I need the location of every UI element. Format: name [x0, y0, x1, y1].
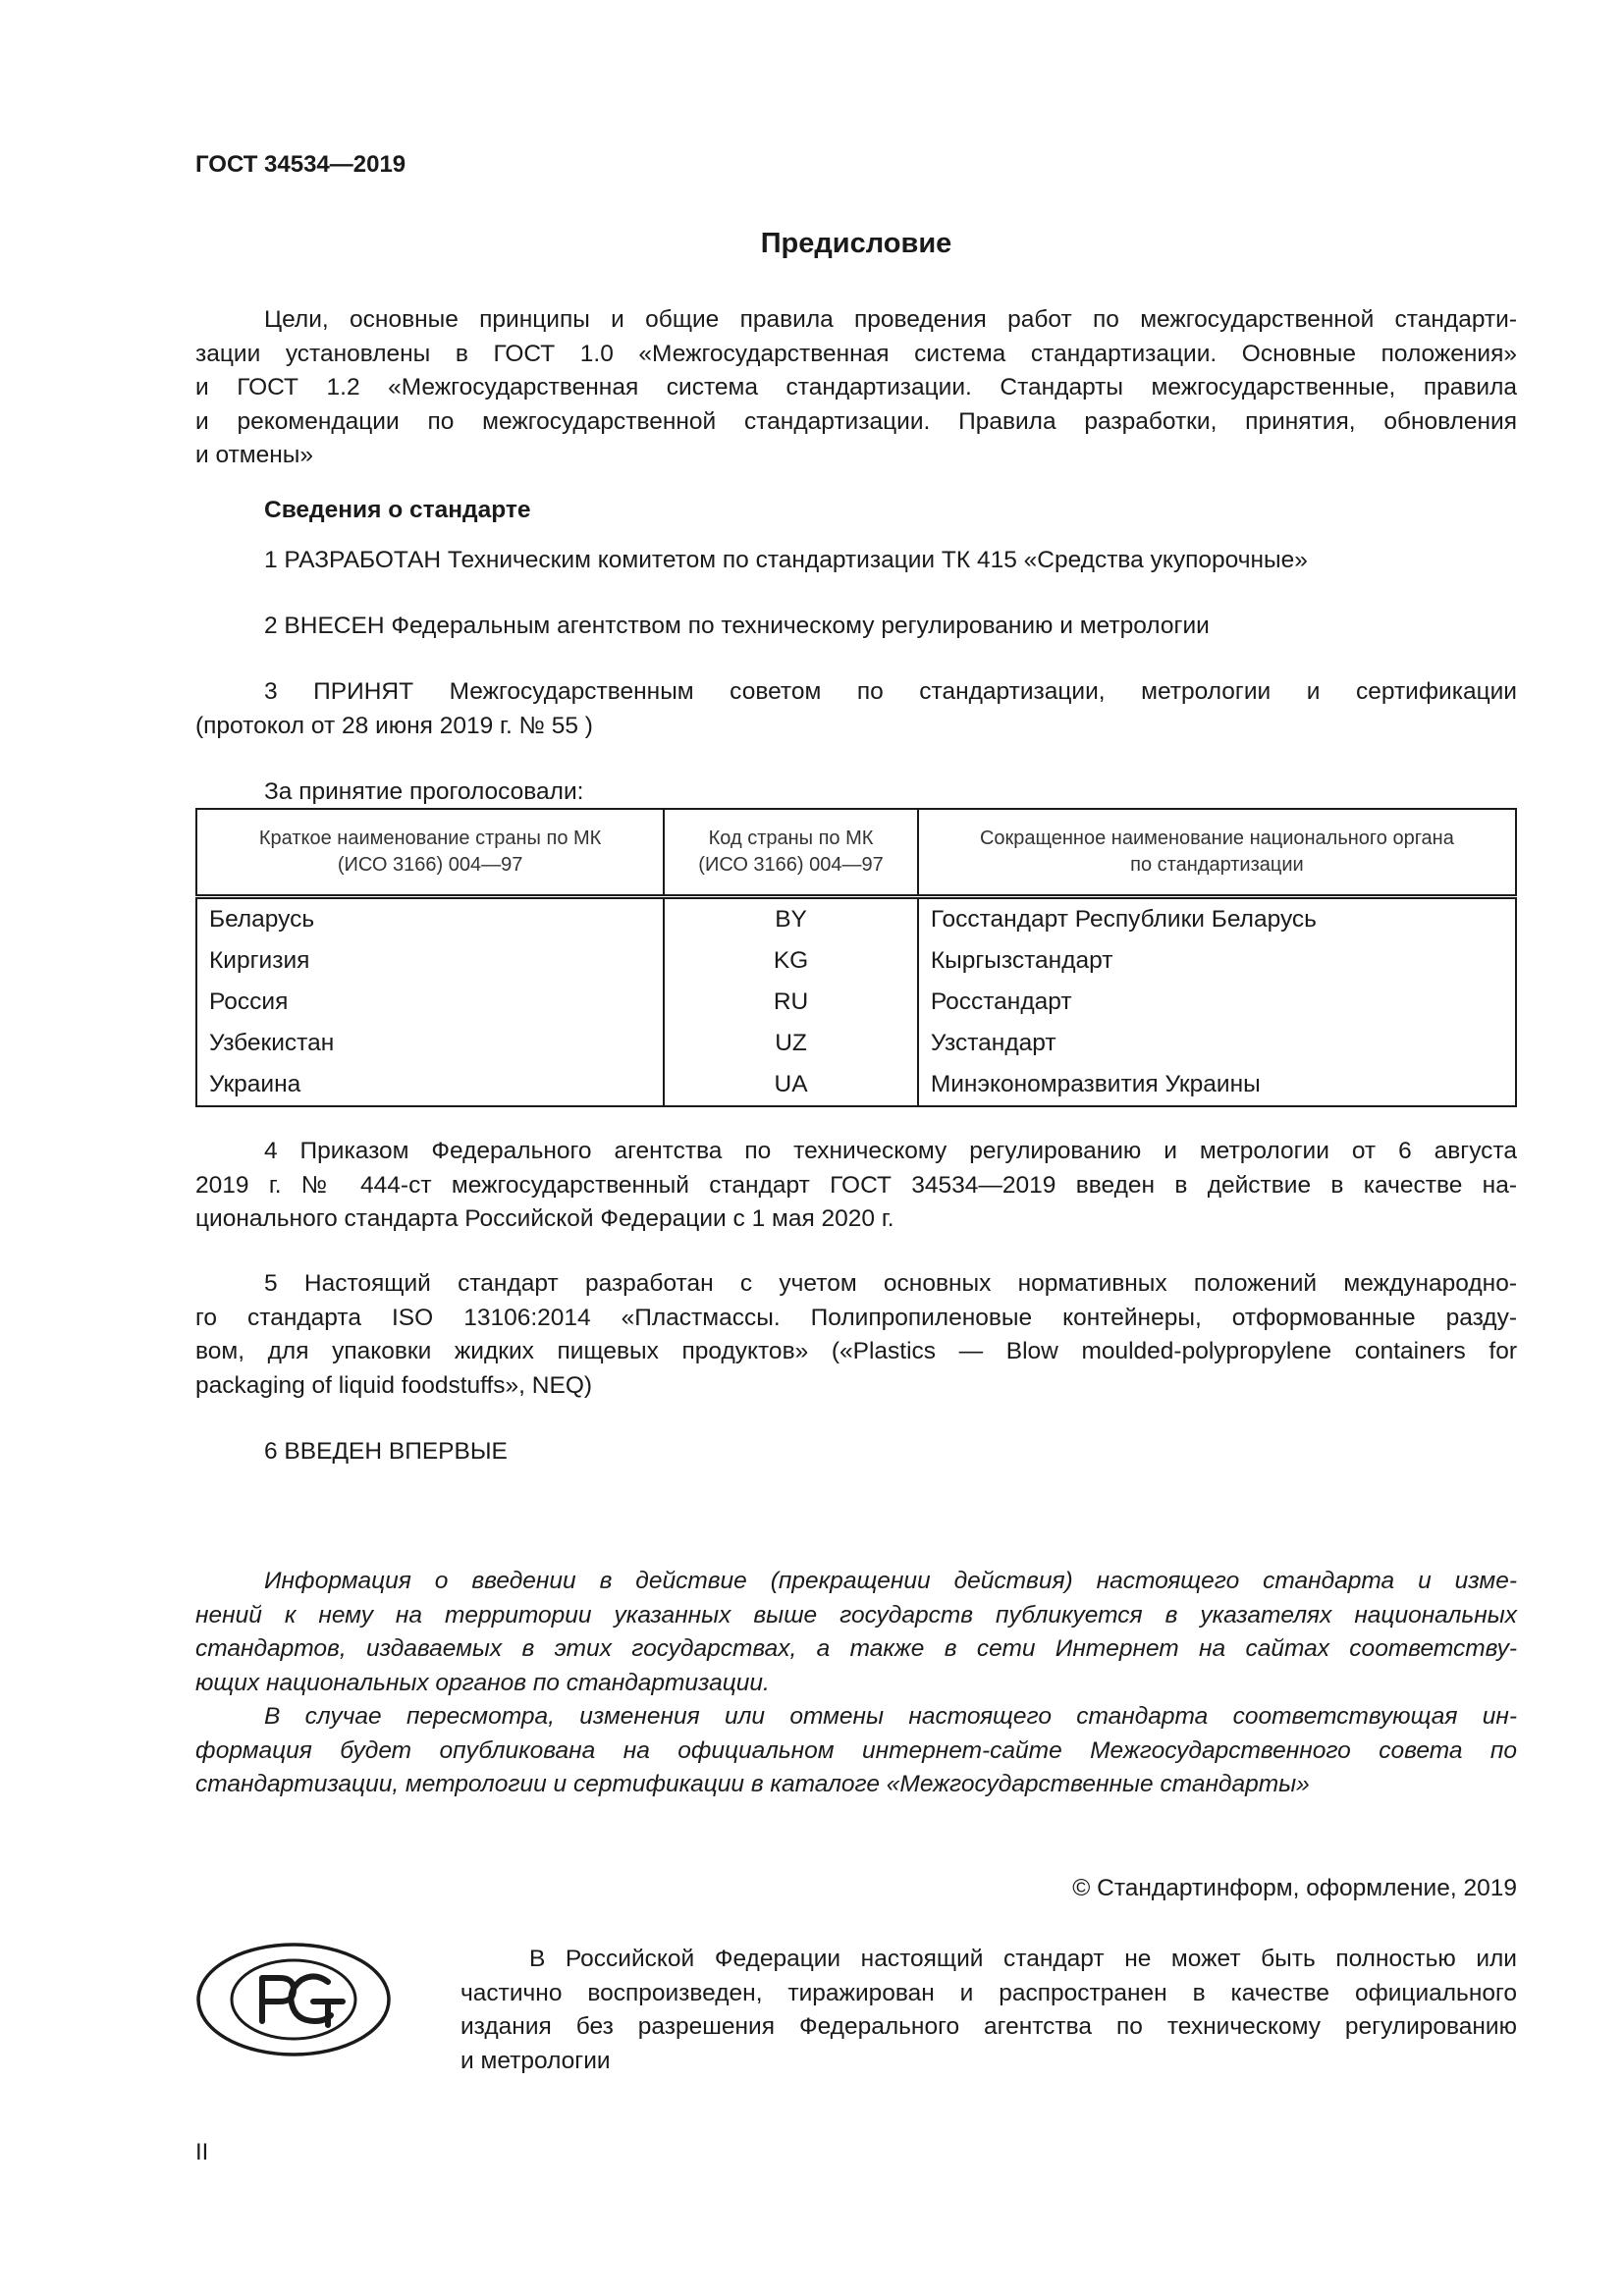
header-text: Краткое наименование страны по МК [258, 828, 602, 849]
country-code: UZ [664, 1023, 918, 1064]
info-line: нений к нему на территории указанных выше государств публикуется в указателях национальных [195, 1601, 1517, 1629]
item-3 [195, 675, 1517, 743]
intro-line: зации установлены в ГОСТ 1.0 «Межгосударственная система стандартизации. Основные положения» [195, 340, 1517, 367]
national-body: Кыргызстандарт [918, 940, 1516, 982]
header-text: Код страны по МК [708, 828, 874, 849]
page-number: II [195, 2139, 209, 2165]
item-2: 2 ВНЕСЕН Федеральным агентством по техническому регулированию и метрологии [264, 613, 1210, 639]
intro-line: и отмены» [195, 442, 314, 468]
table-row [196, 1023, 1516, 1064]
item-4-line: 4 Приказом Федерального агентства по техническому регулированию и метрологии от 6 августа [264, 1138, 1517, 1164]
item-4-line: 2019 г. № 444-ст межгосударственный стандарт ГОСТ 34534—2019 введен в действие в качестве на- [195, 1171, 1517, 1199]
item-4 [195, 1135, 1517, 1237]
national-body: Узстандарт [918, 1023, 1516, 1064]
intro-line: Цели, основные принципы и общие правила проведения работ по межгосударственной стандарти- [264, 306, 1517, 333]
notice-line: В Российской Федерации настоящий стандарт не может быть полностью или [529, 1946, 1517, 1972]
notice-line: частично воспроизведен, тиражирован и распространен в качестве официального [460, 1979, 1517, 2006]
intro-line: и рекомендации по межгосударственной стандартизации. Правила разработки, принятия, обновления [195, 407, 1517, 435]
table-row [196, 1064, 1516, 1106]
country-name: Киргизия [196, 940, 664, 982]
item-6: 6 ВВЕДЕН ВПЕРВЫЕ [264, 1438, 508, 1465]
table-header-row [196, 809, 1516, 897]
table-row [196, 897, 1516, 941]
info-line: формация будет опубликована на официальном интернет-сайте Межгосударственного совета по [195, 1736, 1517, 1764]
table-row [196, 940, 1516, 982]
item-4-line: ционального стандарта Российской Федерации с 1 мая 2020 г. [195, 1205, 894, 1232]
national-body: Росстандарт [918, 982, 1516, 1023]
info-line: Информация о введении в действие (прекращении действия) настоящего стандарта и изме- [264, 1568, 1517, 1594]
implementation-info [195, 1565, 1517, 1802]
page-title: Предисловие [760, 228, 952, 259]
info-line: стандартов, издаваемых в этих государствах, а также в сети Интернет на сайтах соответству- [195, 1635, 1517, 1662]
item-5-line: 5 Настоящий стандарт разработан с учетом основных нормативных положений международно- [264, 1270, 1517, 1297]
country-code: UA [664, 1064, 918, 1106]
item-5-line: го стандарта ISO 13106:2014 «Пластмассы. Полипропиленовые контейнеры, отформованные разду- [195, 1304, 1517, 1331]
notice-line: издания без разрешения Федерального агентства по техническому регулированию [460, 2013, 1517, 2040]
country-code: BY [664, 897, 918, 941]
country-name: Россия [196, 982, 664, 1023]
item-3-line: (протокол от 28 июня 2019 г. № 55 ) [195, 712, 593, 739]
country-name: Украина [196, 1064, 664, 1106]
info-line: В случае пересмотра, изменения или отмены настоящего стандарта соответствующая ин- [264, 1703, 1517, 1730]
info-heading: Сведения о стандарте [264, 497, 531, 523]
info-line: стандартизации, метрологии и сертификации в каталоге «Межгосударственные стандарты» [195, 1771, 1310, 1797]
country-name: Узбекистан [196, 1023, 664, 1064]
national-body: Госстандарт Республики Беларусь [918, 897, 1516, 941]
rst-logo-icon [195, 1941, 392, 2058]
copyright-notice: © Стандартинформ, оформление, 2019 [1072, 1875, 1517, 1901]
item-5-line: вом, для упаковки жидких пищевых продуктов» («Plastics — Blow moulded-polypropylene containers for [195, 1338, 1517, 1364]
info-line: ющих национальных органов по стандартизации. [195, 1669, 770, 1696]
header-national-body [918, 809, 1516, 897]
item-1: 1 РАЗРАБОТАН Техническим комитетом по стандартизации ТК 415 «Средства укупорочные» [264, 547, 1308, 573]
header-country-code [664, 809, 918, 897]
intro-paragraph [195, 303, 1517, 473]
country-code: KG [664, 940, 918, 982]
copyright-restriction [460, 1943, 1517, 2078]
document-page [195, 0, 1517, 2296]
countries-table [195, 808, 1517, 1107]
header-country-name [196, 809, 664, 897]
notice-line: и метрологии [460, 2047, 611, 2074]
header-text: Сокращенное наименование национального органа [979, 828, 1454, 849]
item-5-line: packaging of liquid foodstuffs», NEQ) [195, 1371, 593, 1399]
national-body: Минэкономразвития Украины [918, 1064, 1516, 1106]
document-code: ГОСТ 34534—2019 [195, 151, 406, 178]
header-text: (ИСО 3166) 004—97 [337, 854, 523, 876]
country-code: RU [664, 982, 918, 1023]
country-name: Беларусь [196, 897, 664, 941]
intro-line: и ГОСТ 1.2 «Межгосударственная система стандартизации. Стандарты межгосударственные, правила [195, 374, 1517, 400]
header-text: (ИСО 3166) 004—97 [698, 854, 884, 876]
table-row [196, 982, 1516, 1023]
header-text: по стандартизации [1130, 854, 1304, 876]
item-5 [195, 1267, 1517, 1403]
vote-label: За принятие проголосовали: [264, 778, 584, 805]
item-3-line: 3 ПРИНЯТ Межгосударственным советом по стандартизации, метрологии и сертификации [264, 678, 1517, 705]
